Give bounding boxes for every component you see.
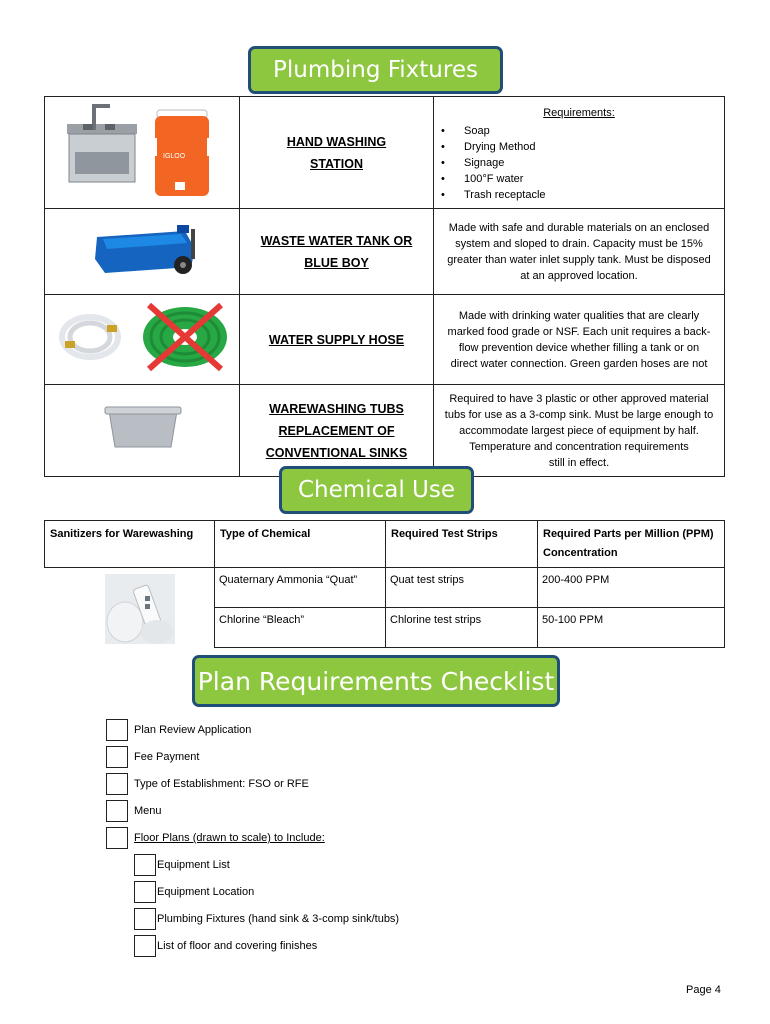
column-header: Type of Chemical — [215, 521, 386, 568]
tub-image-cell — [45, 385, 240, 477]
blue-boy-tank-image — [45, 209, 239, 289]
checkbox[interactable] — [106, 827, 128, 849]
list-item: • Soap — [438, 123, 720, 139]
warewashing-tubs-label — [240, 385, 434, 477]
plan-requirements-heading: Plan Requirements Checklist — [192, 655, 560, 707]
table-row — [45, 568, 725, 608]
warewashing-tub-image — [45, 385, 239, 471]
checklist-label: Plan Review Application — [134, 724, 252, 736]
warewashing-tubs-requirements — [434, 385, 725, 477]
checkbox[interactable] — [134, 908, 156, 930]
test-strip-cell: Quat test strips — [386, 568, 538, 608]
requirements-heading: Requirements: — [543, 106, 615, 119]
checklist-label: Equipment Location — [157, 886, 255, 898]
name-line: WATER SUPPLY HOSE — [268, 332, 405, 347]
checklist-label: Menu — [134, 805, 162, 817]
checklist-label: Fee Payment — [134, 751, 200, 763]
plumbing-fixtures-heading: Plumbing Fixtures — [248, 46, 503, 94]
hoses-image — [45, 295, 239, 379]
column-header: Required Test Strips — [386, 521, 538, 568]
chemical-type-cell: Quaternary Ammonia “Quat” — [215, 568, 386, 608]
checklist-item[interactable] — [106, 800, 162, 822]
name-line: BLUE BOY — [304, 255, 369, 270]
text-line: flow prevention device whether filling a tank or on — [458, 341, 700, 354]
column-header: Sanitizers for Warewashing — [45, 521, 215, 568]
checkbox[interactable] — [134, 881, 156, 903]
checklist-item[interactable] — [106, 827, 325, 849]
text-line: accommodate largest piece of equipment by half. — [459, 424, 699, 437]
requirements-list — [438, 123, 720, 203]
hose-image-cell — [45, 295, 240, 385]
checklist-item[interactable] — [106, 773, 309, 795]
text-line: Required to have 3 plastic or other approved material — [449, 392, 709, 405]
header-line: Concentration — [543, 547, 618, 559]
ppm-cell: 200-400 PPM — [538, 568, 725, 608]
checkbox[interactable] — [134, 854, 156, 876]
name-line: WAREWASHING TUBS — [269, 401, 404, 416]
test-strip-image — [105, 574, 175, 644]
test-strip-image-cell — [45, 568, 215, 648]
table-header-row — [45, 521, 725, 568]
checkbox[interactable] — [106, 773, 128, 795]
waste-tank-image-cell — [45, 209, 240, 295]
text-line: Made with safe and durable materials on an enclosed — [448, 221, 710, 234]
checklist-label: Equipment List — [157, 859, 230, 871]
hand-sink-and-cooler-image — [45, 98, 239, 208]
list-item: • Trash receptacle — [438, 187, 720, 203]
checklist-subitem[interactable] — [134, 908, 399, 930]
name-line: REPLACEMENT OF — [278, 423, 395, 438]
text-line: Temperature and concentration requirements — [469, 440, 689, 453]
hand-wash-image-cell — [45, 97, 240, 209]
chemical-use-table — [44, 520, 725, 648]
checkbox[interactable] — [134, 935, 156, 957]
table-row — [45, 385, 725, 477]
checkbox[interactable] — [106, 800, 128, 822]
text-line: at an approved location. — [520, 269, 638, 282]
name-line: CONVENTIONAL SINKS — [265, 445, 408, 460]
checklist-subitem[interactable] — [134, 854, 230, 876]
text-line: marked food grade or NSF. Each unit requires a back- — [447, 325, 711, 338]
header-line: Required Parts per Million (PPM) — [543, 528, 714, 540]
text-line: still in effect. — [548, 456, 610, 469]
chemical-type-cell: Chlorine “Bleach” — [215, 607, 386, 647]
checkbox[interactable] — [106, 719, 128, 741]
checklist-label: Plumbing Fixtures (hand sink & 3-comp sink/tubs) — [157, 913, 400, 925]
name-line: HAND WASHING — [286, 134, 387, 149]
checklist-label: Type of Establishment: FSO or RFE — [134, 778, 309, 790]
chemical-use-heading: Chemical Use — [279, 466, 474, 514]
checklist-subitem[interactable] — [134, 935, 317, 957]
page-number: Page 4 — [686, 984, 721, 996]
plumbing-fixtures-table — [44, 96, 725, 477]
waste-water-tank-label — [240, 209, 434, 295]
text-line: system and sloped to drain. Capacity must be 15% — [455, 237, 703, 250]
text-line: Made with drinking water qualities that are clearly — [458, 309, 700, 322]
checklist-item[interactable] — [106, 719, 251, 741]
hand-washing-label — [240, 97, 434, 209]
checklist-subitem[interactable] — [134, 881, 254, 903]
text-line: greater than water inlet supply tank. Must be disposed — [447, 253, 711, 266]
name-line: STATION — [309, 156, 363, 171]
hand-washing-requirements — [434, 97, 725, 209]
checkbox[interactable] — [106, 746, 128, 768]
water-supply-hose-label — [240, 295, 434, 385]
list-item: • Drying Method — [438, 139, 720, 155]
list-item: • Signage — [438, 155, 720, 171]
test-strip-cell: Chlorine test strips — [386, 607, 538, 647]
waste-water-tank-requirements — [434, 209, 725, 295]
text-line: tubs for use as a 3-comp sink. Must be large enough to — [444, 408, 714, 421]
list-item: • 100°F water — [438, 171, 720, 187]
checklist-label: Floor Plans (drawn to scale) to Include: — [134, 832, 325, 844]
name-line: WASTE WATER TANK OR — [260, 233, 413, 248]
checklist-item[interactable] — [106, 746, 199, 768]
ppm-cell: 50-100 PPM — [538, 607, 725, 647]
column-header — [538, 521, 725, 568]
water-supply-hose-requirements — [434, 295, 725, 385]
table-row — [45, 209, 725, 295]
cooler-label: IGLOO — [163, 152, 186, 160]
checklist-label: List of floor and covering finishes — [157, 940, 318, 952]
table-row — [45, 97, 725, 209]
table-row — [45, 295, 725, 385]
text-line: direct water connection. Green garden hoses are not — [450, 357, 708, 370]
